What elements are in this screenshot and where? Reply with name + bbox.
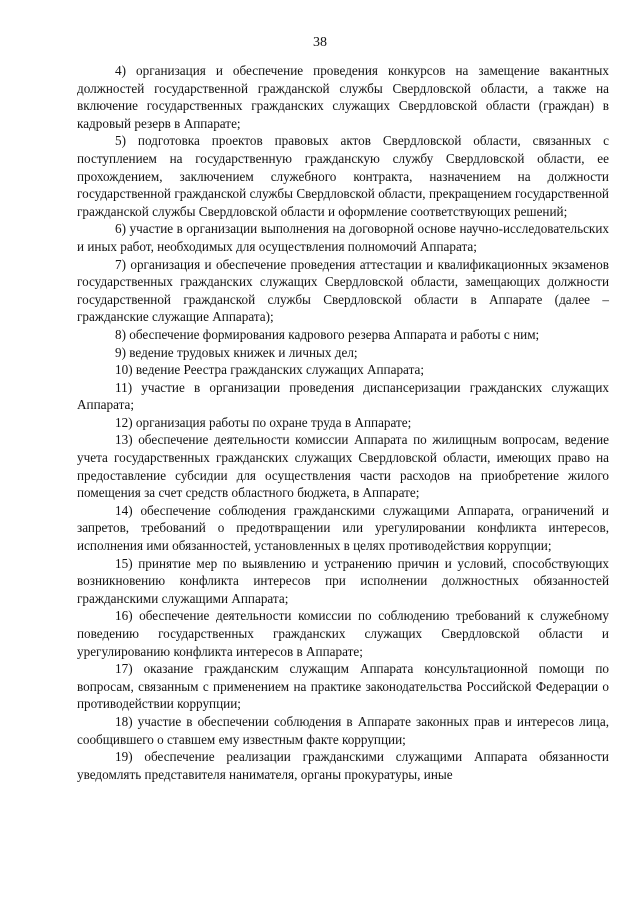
paragraph-item-5: 5) подготовка проектов правовых актов Свердловской области, связанных с поступлением на государственную гражданскую службу Свердловской области, ее прохождением, заключением служебного контракта, назначением на должности государственной гражданской службы Свердловской области, прекращением государственной гражданской службы Свердловской области и оформление соответствующих решений; xyxy=(77,133,609,219)
paragraph-item-12: 12) организация работы по охране труда в Аппарате; xyxy=(115,414,412,430)
paragraph-item-18: 18) участие в обеспечении соблюдения в Аппарате законных прав и интересов лица, сообщившего о ставшем ему известным факте коррупции; xyxy=(77,713,609,747)
paragraph-item-4: 4) организация и обеспечение проведения конкурсов на замещение вакантных должностей государственной гражданской службы Свердловской области, а также на включение государственных гражданских служащих Свердловской области (граждан) в кадровый резерв в Аппарате; xyxy=(77,63,609,131)
paragraph-item-10: 10) ведение Реестра гражданских служащих Аппарата; xyxy=(115,362,425,378)
paragraph-item-13: 13) обеспечение деятельности комиссии Аппарата по жилищным вопросам, ведение учета государственных гражданских служащих Свердловской области, имеющих право на предоставление субсидии для осуществления части расходов на приобретение жилого помещения за счет средств областного бюджета, в Аппарате; xyxy=(77,432,609,501)
paragraph-item-14: 14) обеспечение соблюдения гражданскими служащими Аппарата, ограничений и запретов, требований о предотвращении или урегулировании конфликта интересов, исполнения ими обязанностей, установленных в целях противодействия коррупции; xyxy=(77,502,609,554)
paragraph-item-8: 8) обеспечение формирования кадрового резерва Аппарата и работы с ним; xyxy=(115,326,540,342)
paragraph-item-19: 19) обеспечение реализации гражданскими служащими Аппарата обязанности уведомлять представителя нанимателя, органы прокуратуры, иные xyxy=(77,749,609,782)
page-number: 38 xyxy=(313,35,327,50)
paragraph-item-6: 6) участие в организации выполнения на договорной основе научно-исследовательских и иных работ, необходимых для осуществления полномочий Аппарата; xyxy=(77,221,609,254)
paragraph-item-11: 11) участие в организации проведения диспансеризации гражданских служащих Аппарата; xyxy=(77,379,609,413)
paragraph-item-16: 16) обеспечение деятельности комиссии по соблюдению требований к служебному поведению государственных гражданских служащих Свердловской области и урегулированию конфликта интересов в Аппарате; xyxy=(77,608,609,659)
paragraph-item-17: 17) оказание гражданским служащим Аппарата консультационной помощи по вопросам, связанным с применением на практике законодательства Российской Федерации о противодействии коррупции; xyxy=(77,661,609,712)
paragraph-item-9: 9) ведение трудовых книжек и личных дел; xyxy=(115,344,358,360)
document-body xyxy=(77,62,609,783)
paragraph-item-7: 7) организация и обеспечение проведения аттестации и квалификационных экзаменов государственных гражданских служащих Свердловской области, замещающих должности государственной гражданской службы Свердловской области в Аппарате (далее – гражданские служащие Аппарата); xyxy=(77,256,609,325)
paragraph-item-15: 15) принятие мер по выявлению и устранению причин и условий, способствующих возникновению конфликта интересов при исполнении должностных обязанностей гражданскими служащими Аппарата; xyxy=(77,555,609,606)
